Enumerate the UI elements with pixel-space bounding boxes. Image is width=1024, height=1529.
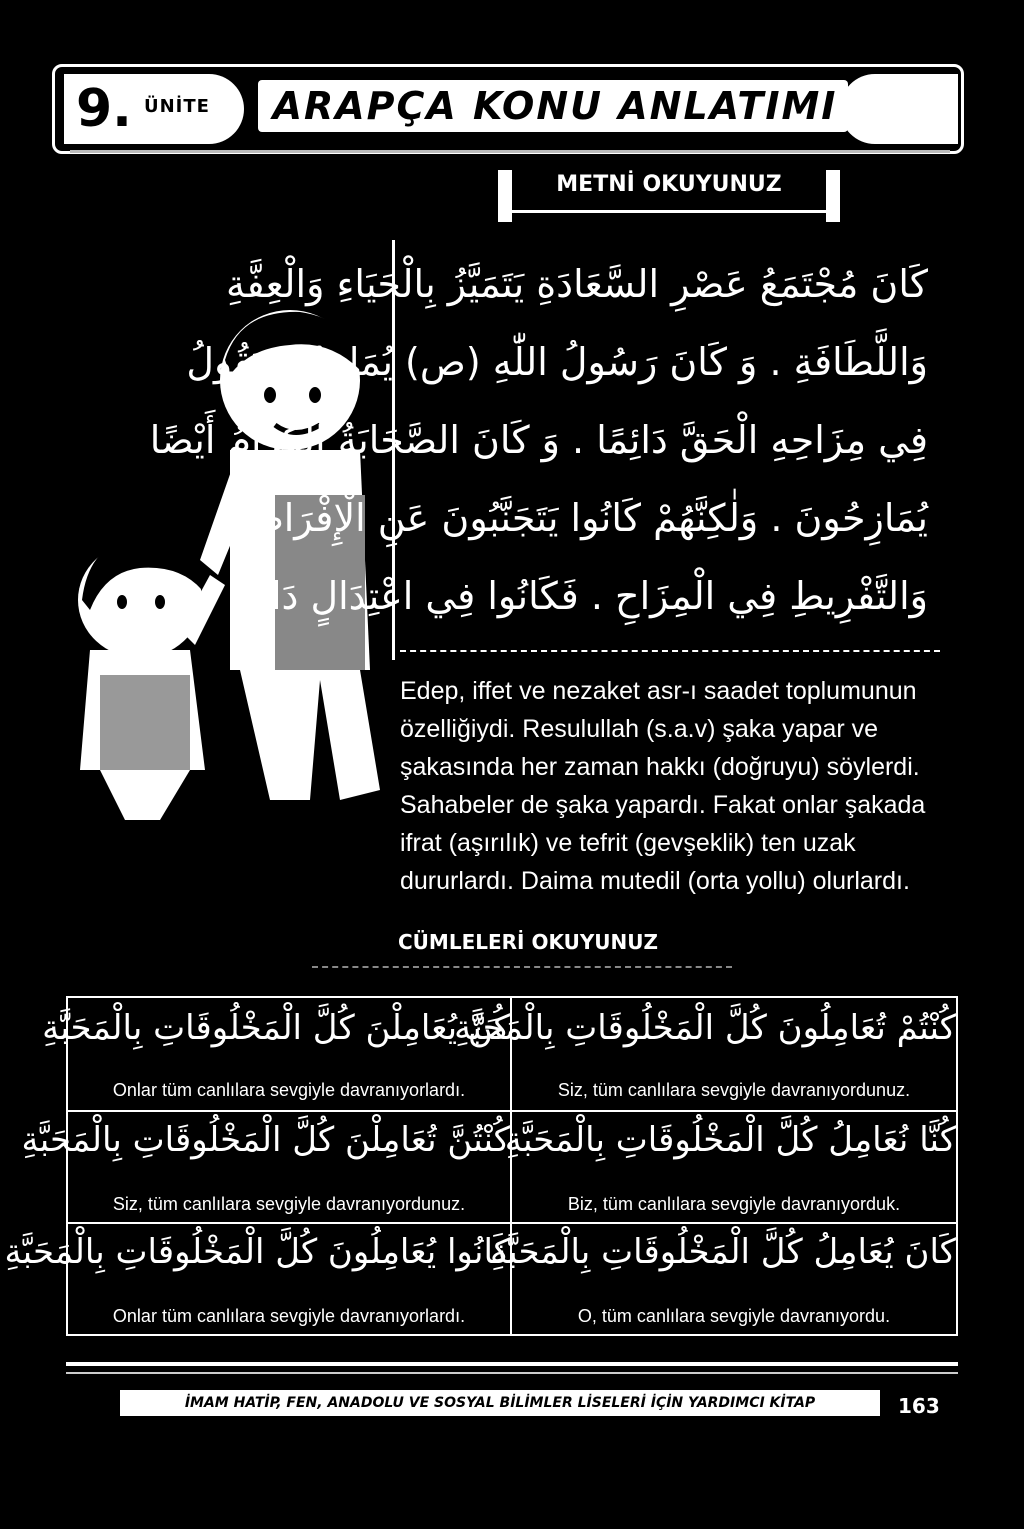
cell-turkish: Onlar tüm canlılara sevgiyle davranıyorlardı. <box>112 1080 466 1100</box>
table-row-divider <box>66 1222 958 1224</box>
son-eye-left <box>117 595 127 609</box>
son-eye-right <box>155 595 165 609</box>
cell-arabic: كُنْتُنَّ تُعَامِلْنَ كُلَّ الْمَخْلُوقَاتِ بِالْمَحَبَّةِ <box>21 1120 510 1160</box>
father-eye-left <box>264 387 276 403</box>
footer-rule-thin <box>66 1372 958 1374</box>
section1-right-tab <box>826 170 840 222</box>
father-eye-right <box>309 387 321 403</box>
turkish-line-4: Sahabeler de şaka yapardı. Fakat onlar şakada <box>400 791 926 819</box>
section1-left-tab <box>498 170 512 222</box>
section1-title: METNİ OKUYUNUZ <box>556 172 782 197</box>
arabic-line-4: يُمَازِحُونَ . وَلٰكِنَّهُمْ كَانُوا يَتَجَنَّبُونَ عَنِ الْإِفْرَاطِ <box>248 496 928 540</box>
cell-arabic: كَانُوا يُعَامِلُونَ كُلَّ الْمَخْلُوقَاتِ بِالْمَحَبَّةِ <box>4 1232 510 1272</box>
turkish-line-3: şakasında her zaman hakkı (doğruyu) söylerdi. <box>400 753 920 781</box>
turkish-line-1: Edep, iffet ve nezaket asr-ı saadet toplumunun <box>400 677 917 705</box>
son-shirt-shading <box>100 675 190 770</box>
arabic-line-1: كَانَ مُجْتَمَعُ عَصْرِ السَّعَادَةِ يَتَمَيَّزُ بِالْحَيَاءِ وَالْعِفَّةِ <box>226 262 928 306</box>
arabic-line-2: وَاللَّطَافَةِ . وَ كَانَ رَسُولُ اللّٰهِ (ص) يُمَازِحُ وَ يَقُولُ <box>186 340 928 384</box>
footer-book-title: İMAM HATİP, FEN, ANADOLU VE SOSYAL BİLİMLER LİSELERİ İÇİN YARDIMCI KİTAP <box>120 1390 880 1416</box>
cell-turkish: Onlar tüm canlılara sevgiyle davranıyorlardı. <box>112 1306 466 1326</box>
turkish-line-6: dururlardı. Daima mutedil (orta yollu) olurlardı. <box>400 867 910 895</box>
arabic-line-5: وَالتَّفْرِيطِ فِي الْمِزَاحِ . فَكَانُوا فِي اعْتِدَالٍ دَائِمًا . <box>202 574 928 618</box>
cell-arabic: كَانَ يُعَامِلُ كُلَّ الْمَخْلُوقَاتِ بِالْمَحَبَّةِ <box>490 1232 956 1272</box>
cell-turkish: Biz, tüm canlılara sevgiyle davranıyorduk. <box>567 1194 901 1214</box>
turkish-line-5: ifrat (aşırılık) ve tefrit (gevşeklik) ten uzak <box>400 829 856 857</box>
header-underline <box>70 150 950 153</box>
cell-arabic: كُنْتُمْ تُعَامِلُونَ كُلَّ الْمَخْلُوقَاتِ بِالْمَحَبَّةِ <box>454 1008 956 1048</box>
cell-arabic: كُنَّ يُعَامِلْنَ كُلَّ الْمَخْلُوقَاتِ بِالْمَحَبَّةِ <box>42 1008 510 1048</box>
unit-label: ÜNİTE <box>144 96 210 117</box>
footer-rule <box>66 1362 958 1366</box>
unit-number: 9. <box>76 79 132 139</box>
table-row-divider <box>66 1110 958 1112</box>
son-legs <box>100 770 190 820</box>
page-number: 163 <box>898 1394 940 1418</box>
section2-underline <box>312 966 732 972</box>
section2-title: CÜMLELERİ OKUYUNUZ <box>398 930 659 954</box>
page-title: ARAPÇA KONU ANLATIMI <box>272 84 838 128</box>
cell-turkish: Siz, tüm canlılara sevgiyle davranıyordunuz. <box>557 1080 911 1100</box>
father-legs <box>240 670 380 800</box>
header-end-cap <box>840 74 958 144</box>
decorative-wave <box>400 630 940 652</box>
cell-arabic: كُنَّا نُعَامِلُ كُلَّ الْمَخْلُوقَاتِ بِالْمَحَبَّةِ <box>504 1120 956 1160</box>
arabic-line-3: فِي مِزَاحِهِ الْحَقَّ دَائِمًا . وَ كَانَ الصَّحَابَةُ الْكِرَامُ أَيْضًا <box>149 418 928 462</box>
cell-turkish: O, tüm canlılara sevgiyle davranıyordu. <box>577 1306 891 1326</box>
cell-turkish: Siz, tüm canlılara sevgiyle davranıyordunuz. <box>112 1194 466 1214</box>
turkish-line-2: özelliğiydi. Resulullah (s.a.v) şaka yapar ve <box>400 715 878 743</box>
